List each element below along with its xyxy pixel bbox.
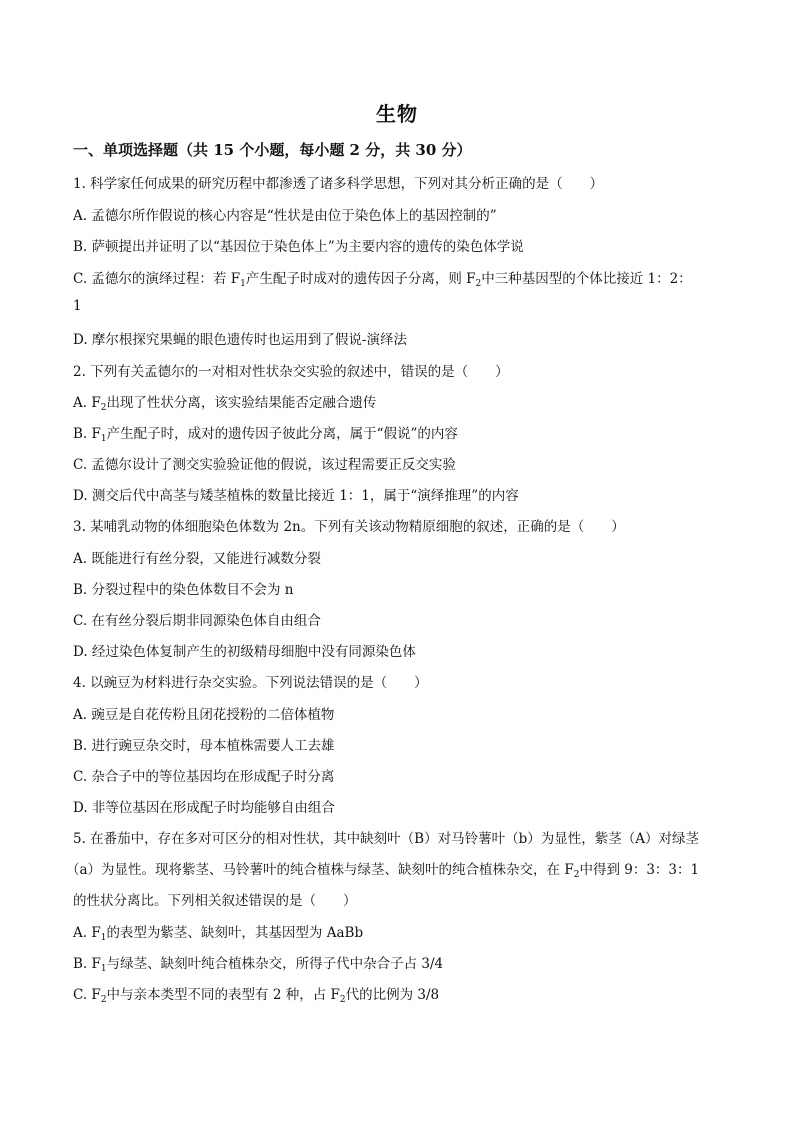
question-2-option-a bbox=[73, 391, 723, 411]
question-2-option-b bbox=[73, 422, 723, 442]
question-3-option-c: C. 在有丝分裂后期非同源染色体自由组合 bbox=[73, 613, 321, 629]
question-2-option-c: C. 孟德尔设计了测交实验验证他的假说，该过程需要正反交实验 bbox=[73, 457, 456, 473]
subscript: 2 bbox=[100, 995, 107, 1005]
question-5-option-c bbox=[73, 983, 723, 1003]
question-3-option-d: D. 经过染色体复制产生的初级精母细胞中没有同源染色体 bbox=[73, 644, 416, 660]
text: A. F bbox=[73, 395, 101, 411]
page-title: 生物 bbox=[376, 102, 418, 126]
question-5-stem-line-3: 的性状分离比。下列相关叙述错误的是（ ） bbox=[73, 893, 357, 909]
subscript: 2 bbox=[475, 279, 482, 289]
text: 中三种基因型的个体比接近 1：2： bbox=[481, 271, 692, 287]
question-1-option-d: D. 摩尔根探究果蝇的眼色遗传时也运用到了假说-演绎法 bbox=[73, 332, 407, 348]
text: A. F bbox=[73, 925, 101, 941]
subscript: 2 bbox=[100, 403, 107, 413]
question-4-option-b: B. 进行豌豆杂交时，母本植株需要人工去雄 bbox=[73, 738, 335, 754]
subscript: 1 bbox=[240, 279, 246, 289]
question-5-option-b bbox=[73, 952, 723, 972]
question-4-stem: 4. 以豌豆为材料进行杂交实验。下列说法错误的是（ ） bbox=[73, 675, 428, 691]
question-5-option-a bbox=[73, 921, 723, 941]
question-5-stem-line-2 bbox=[66, 858, 716, 878]
question-1-option-b: B. 萨顿提出并证明了以“基因位于染色体上”为主要内容的遗传的染色体学说 bbox=[73, 239, 524, 255]
question-3-option-b: B. 分裂过程中的染色体数目不会为 n bbox=[73, 582, 294, 598]
text: （a）为显性。现将紫茎、马铃薯叶的纯合植株与绿茎、缺刻叶的纯合植株杂交，在 F bbox=[66, 862, 574, 878]
subscript: 1 bbox=[100, 933, 107, 943]
text: B. F bbox=[73, 956, 101, 972]
subscript: 1 bbox=[100, 964, 107, 974]
text: B. F bbox=[73, 426, 101, 442]
text: 产生配子时，成对的遗传因子彼此分离，属于“假说”的内容 bbox=[106, 426, 458, 442]
text: C. F bbox=[73, 987, 101, 1003]
question-1-stem: 1. 科学家任何成果的研究历程中都渗透了诸多科学思想，下列对其分析正确的是（ ） bbox=[73, 176, 604, 192]
question-1-option-a: A. 孟德尔所作假说的核心内容是“性状是由位于染色体上的基因控制的” bbox=[73, 208, 497, 224]
question-3-stem: 3. 某哺乳动物的体细胞染色体数为 2n。下列有关该动物精原细胞的叙述，正确的是（ ） bbox=[73, 519, 625, 535]
section-heading: 一、单项选择题（共 15 个小题，每小题 2 分，共 30 分） bbox=[73, 141, 472, 159]
text: 中与亲本类型不同的表型有 2 种，占 F bbox=[106, 987, 340, 1003]
text: 中得到 9：3：3：1 bbox=[579, 862, 700, 878]
text: 代的比例为 3/8 bbox=[345, 987, 440, 1003]
text: C. 孟德尔的演绎过程：若 F bbox=[73, 271, 241, 287]
question-1-option-c bbox=[73, 267, 723, 287]
text: 产生配子时成对的遗传因子分离，则 F bbox=[245, 271, 476, 287]
question-2-stem: 2. 下列有关孟德尔的一对相对性状杂交实验的叙述中，错误的是（ ） bbox=[73, 364, 509, 380]
question-4-option-c: C. 杂合子中的等位基因均在形成配子时分离 bbox=[73, 769, 335, 785]
text: 的表型为紫茎、缺刻叶，其基因型为 AaBb bbox=[106, 925, 364, 941]
subscript: 2 bbox=[573, 870, 580, 880]
question-2-option-d: D. 测交后代中高茎与矮茎植株的数量比接近 1：1，属于“演绎推理”的内容 bbox=[73, 488, 519, 504]
question-4-option-d: D. 非等位基因在形成配子时均能够自由组合 bbox=[73, 800, 335, 816]
subscript: 2 bbox=[339, 995, 346, 1005]
question-5-stem-line-1: 5. 在番茄中，存在多对可区分的相对性状，其中缺刻叶（B）对马铃薯叶（b）为显性，紫茎（A）对绿茎 bbox=[73, 831, 699, 847]
subscript: 1 bbox=[100, 434, 107, 444]
question-4-option-a: A. 豌豆是自花传粉且闭花授粉的二倍体植物 bbox=[73, 707, 335, 723]
text: 与绿茎、缺刻叶纯合植株杂交，所得子代中杂合子占 3/4 bbox=[106, 956, 444, 972]
question-3-option-a: A. 既能进行有丝分裂，又能进行减数分裂 bbox=[73, 551, 321, 567]
question-1-option-c-wrap: 1 bbox=[73, 298, 82, 314]
text: 出现了性状分离，该实验结果能否定融合遗传 bbox=[106, 395, 377, 411]
